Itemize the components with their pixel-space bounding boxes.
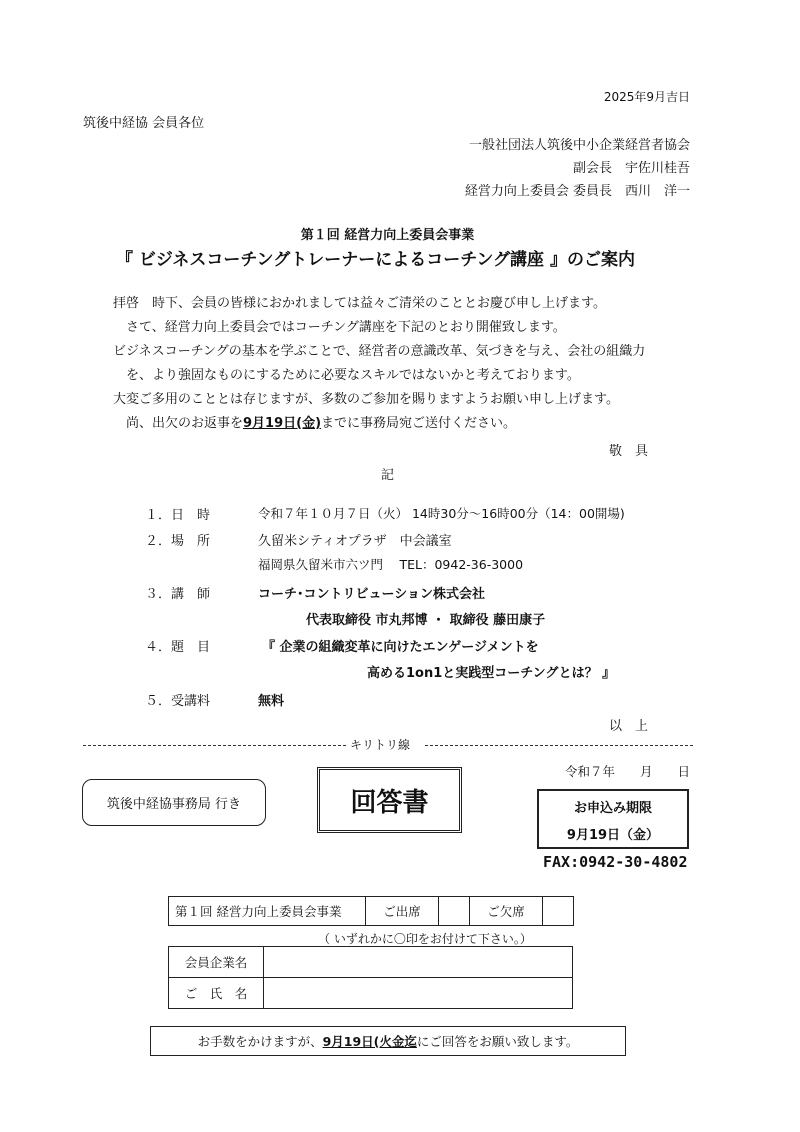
reply-date: 令和７年 月 日 — [564, 764, 690, 779]
recipient-label: 筑後中経協事務局 行き — [106, 797, 242, 812]
detail-lecturer-label: ３．講 師 — [145, 587, 211, 602]
body-paragraph-4: を、より強固なものにするために必要なスキルではないかと考えております。 — [126, 368, 580, 383]
body-paragraph-2: さて、経営力向上委員会ではコーチング講座を下記のとおり開催致します。 — [126, 320, 566, 335]
footer-suffix: にご回答をお願い致します。 — [416, 1034, 579, 1049]
attend-checkbox[interactable] — [439, 897, 470, 926]
absent-label: ご欠席 — [470, 897, 543, 926]
name-label: ご 氏 名 — [169, 978, 264, 1009]
reply-request-prefix: 尚、出欠のお返事を — [126, 416, 244, 431]
company-label: 会員企業名 — [169, 947, 264, 978]
deadline-date: 9月19日（金） — [566, 828, 660, 843]
footer-deadline: 9月19日(火金迄 — [322, 1034, 417, 1049]
event-name-cell: 第１回 経営力向上委員会事業 — [169, 897, 366, 926]
sender-committee-chair: 経営力向上委員会 委員長 西川 洋一 — [464, 184, 690, 199]
subtitle: 第１回 経営力向上委員会事業 — [300, 228, 475, 243]
detail-fee-label: ５．受講料 — [145, 694, 211, 709]
company-input[interactable] — [264, 947, 573, 978]
sender-organization: 一般社団法人筑後中小企業経営者協会 — [468, 138, 690, 153]
detail-venue-label: ２．場 所 — [145, 534, 211, 549]
footer-prefix: お手数をかけますが、 — [197, 1034, 323, 1049]
attendance-instruction: （ いずれかに〇印をお付けて下さい。） — [318, 932, 532, 946]
ki-marker: 記 — [381, 468, 395, 483]
detail-topic-line1: 『 企業の組織変革に向けたエンゲージメントを — [262, 640, 539, 655]
detail-venue-value: 久留米シティオプラザ 中会議室 — [258, 534, 452, 549]
attend-label: ご出席 — [366, 897, 439, 926]
recipient-box — [82, 779, 266, 826]
attendance-table — [168, 896, 574, 926]
reply-form-title-box — [317, 767, 462, 833]
body-paragraph-6 — [126, 412, 516, 431]
body-paragraph-1: 拝啓 時下、会員の皆様におかれましては益々ご清栄のこととお慶び申し上げます。 — [113, 296, 606, 311]
detail-lecturer-names: 代表取締役 市丸邦博 ・ 取締役 藤田康子 — [306, 613, 546, 628]
reply-deadline: 9月19日(金) — [243, 416, 322, 431]
reply-form-title: 回答書 — [350, 786, 429, 817]
detail-date-value: 令和７年１０月７日（火） 14時30分～16時00分（14：00開場) — [258, 506, 625, 521]
detail-date-label: １．日 時 — [145, 508, 211, 523]
member-info-table — [168, 946, 573, 1009]
detail-venue-address: 福岡県久留米市六ツ門 TEL：0942-36-3000 — [258, 557, 524, 572]
reply-footer-box — [150, 1026, 626, 1056]
detail-lecturer-company: コーチ･コントリビューション株式会社 — [258, 587, 485, 602]
reply-request-suffix: までに事務局宛ご送付ください。 — [321, 416, 517, 431]
deadline-label: お申込み期限 — [573, 801, 652, 816]
detail-topic-line2: 高める1on1と実践型コーチングとは？ 』 — [367, 666, 616, 681]
deadline-box — [537, 789, 689, 849]
page-title: 『 ビジネスコーチングトレーナーによるコーチング講座 』のご案内 — [116, 250, 635, 270]
cut-line-label: キリトリ線 — [350, 738, 411, 752]
addressee: 筑後中経協 会員各位 — [83, 116, 205, 131]
absent-checkbox[interactable] — [543, 897, 574, 926]
sender-vice-president: 副会長 宇佐川桂吾 — [572, 161, 690, 176]
cut-line-right — [425, 745, 693, 746]
body-paragraph-3: ビジネスコーチングの基本を学ぶことで、経営者の意識改革、気づきを与え、会社の組織力 — [113, 344, 646, 359]
closing-keigu: 敬 具 — [608, 444, 648, 459]
body-paragraph-5: 大変ご多用のこととは存じますが、多数のご参加を賜りますようお願い申し上げます。 — [113, 392, 619, 407]
detail-fee-value: 無料 — [258, 694, 285, 709]
name-input[interactable] — [264, 978, 573, 1009]
detail-topic-label: ４．題 目 — [145, 640, 211, 655]
fax-number: FAX:0942-30-4802 — [543, 853, 688, 871]
closing-ijou: 以 上 — [608, 719, 648, 734]
cut-line-left — [83, 745, 346, 746]
document-date: 2025年9月吉日 — [603, 90, 690, 104]
